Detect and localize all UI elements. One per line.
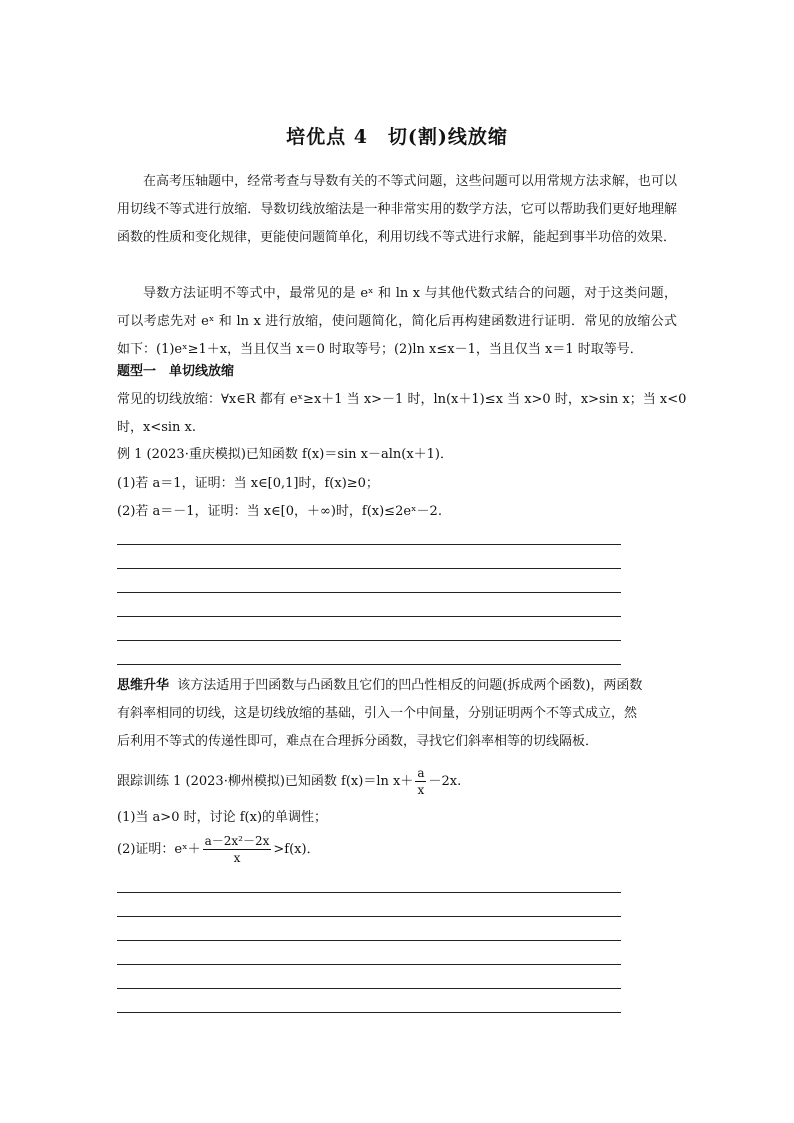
example-statement: 例 1 (2023·重庆模拟)已知函数 f(x)＝sin x－aln(x＋1)． [117,447,454,462]
answer-line [117,940,621,941]
reflection-line-2: 有斜率相同的切线，这是切线放缩的基础，引入一个中间量，分别证明两个不等式成立，然 [117,706,638,721]
example-question-2: (2)若 a＝－1，证明：当 x∈[0，＋∞)时，f(x)≤2eˣ－2. [117,504,442,519]
fraction-expression [203,833,272,866]
answer-line [117,1012,621,1013]
practice-q2-pre: (2)证明：eˣ＋ [117,842,201,857]
reflection-text-1: 该方法适用于凹函数与凸函数且它们的凹凸性相反的问题(拆成两个函数)，两函数 [177,678,643,693]
practice-q2-post: >f(x)． [273,842,320,857]
fraction-denominator: x [233,851,241,865]
reflection-line-3: 后利用不等式的传递性即可，难点在合理拆分函数，寻找它们斜率相等的切线隔板． [117,734,599,749]
section-heading: 题型一 单切线放缩 [117,364,235,379]
answer-line [117,988,621,989]
fraction-a-over-x [415,765,426,798]
fraction-denominator: x [417,783,425,797]
practice-statement-pre: 跟踪训练 1 (2023·柳州模拟)已知函数 f(x)＝ln x＋ [117,774,414,789]
answer-line [117,616,621,617]
fraction-numerator: a－2x²－2x [204,834,270,848]
intro-paragraph-1: 在高考压轴题中，经常考查与导数有关的不等式问题，这些问题可以用常规方法求解，也可以用切线不等式进行放缩．导数切线放缩法是一种非常实用的数学方法，它可以帮助我们更好地理解函数的性质和变化规律，更能使问题简单化，利用切线不等式进行求解，能起到事半功倍的效果． [117,174,677,245]
example-question-1: (1)若 a＝1，证明：当 x∈[0,1]时，f(x)≥0； [117,476,379,491]
answer-line [117,544,621,545]
intro-paragraph-2: 导数方法证明不等式中，最常见的是 eˣ 和 ln x 与其他代数式结合的问题，对于这类问题，可以考虑先对 eˣ 和 ln x 进行放缩，使问题简化，简化后再构建函数进行证明．常见的放缩公式如下：(1)eˣ≥1＋x，当且仅当 x＝0 时取等号；(2)ln x≤x－1，当且仅当 x＝1 时取等号． [117,286,677,357]
practice-statement-post: －2x. [428,774,462,789]
common-tangent-line-b: 时，x<sin x. [117,420,197,435]
common-tangent-line-a: 常见的切线放缩：∀x∈R 都有 eˣ≥x＋1 当 x>－1 时，ln(x＋1)≤x 当 x>0 时，x>sin x；当 x<0 [117,392,687,407]
practice-question-1: (1)当 a>0 时，讨论 f(x)的单调性； [117,810,328,825]
practice-question-2 [117,832,320,868]
practice-statement [117,764,461,800]
answer-line [117,892,621,893]
answer-line [117,916,621,917]
answer-line [117,592,621,593]
reflection-line-1 [117,676,642,696]
answer-line [117,664,621,665]
page-title: 培优点 4 切(割)线放缩 [286,126,508,148]
fraction-numerator: a [417,766,425,780]
answer-line [117,640,621,641]
reflection-label: 思维升华 [117,678,170,693]
answer-line [117,964,621,965]
answer-line [117,568,621,569]
